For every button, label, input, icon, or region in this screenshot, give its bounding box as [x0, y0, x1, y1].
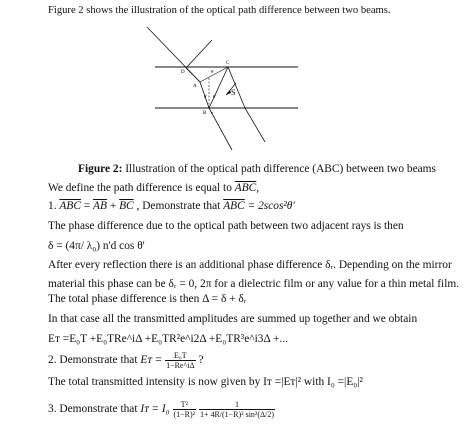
paragraph-1: We define the path difference is equal to $\overline{ABC}$,: [48, 182, 260, 194]
item3-f1-den: (1−R)²: [173, 410, 196, 419]
item-1: [48, 200, 295, 213]
label-theta-2: θ': [204, 94, 207, 99]
item2-frac-den: 1−Re^iΔ: [166, 361, 195, 370]
paragraph-5: material this phase can be δᵣ = 0, 2π for a dielectric film or any value for a thin metal film.: [48, 278, 460, 290]
paragraph-8: Eᴛ =E₀T +E₀TRe^iΔ +E₀TR²e^i2Δ +E₀TR³e^i3Δ +...: [48, 333, 288, 345]
item3-f1-num: T²: [173, 400, 197, 410]
item1-abc-2: $\overline{ABC}$: [223, 200, 245, 212]
item3-number: 3.: [48, 403, 57, 416]
label-b: B: [203, 111, 207, 116]
label-theta-3: θ': [213, 94, 216, 99]
label-s: S: [231, 88, 236, 97]
item1-rhs: = 2scos²θ': [244, 200, 295, 212]
item3-lhs: Iᴛ = I₀: [140, 403, 170, 416]
label-e: e: [211, 110, 213, 115]
item2-text: Demonstrate that: [56, 354, 141, 367]
item1-text: , Demonstrate that: [133, 200, 224, 212]
item3-fraction-1: [173, 400, 197, 419]
paragraph-4: After every reflection there is an additional phase difference δᵣ. Depending on the mirror: [48, 259, 452, 271]
item-2: [48, 351, 204, 370]
item-3: [48, 400, 275, 419]
abc-overline: $\overline{ABC}$: [234, 182, 257, 194]
caption-label: Figure 2:: [78, 163, 123, 175]
caption-text: Illustration of the optical path difference (ABC) between two beams: [122, 163, 436, 175]
transmitted-ray-2: [245, 108, 265, 142]
item1-bc: $\overline{BC}$: [119, 200, 134, 212]
item2-number: 2.: [48, 354, 57, 367]
item2-lhs: Eᴛ =: [140, 354, 163, 367]
construction-line-ad: [186, 68, 200, 82]
item1-number: 1.: [48, 200, 57, 212]
intro-text: Figure 2 shows the illustration of the optical path difference between two beams.: [48, 5, 391, 16]
item2-fraction: [165, 351, 196, 370]
paragraph-3: δ = (4π/ λ₀) n'd cos θ': [48, 240, 145, 252]
paragraph-7: In that case all the transmitted amplitudes are summed up together and we obtain: [48, 313, 418, 325]
item3-f2-num: 1: [199, 400, 275, 410]
item1-plus: +: [106, 200, 120, 212]
construction-line-ac: [200, 67, 228, 82]
label-d: D: [181, 70, 185, 75]
item2-frac-num: E₀T: [165, 351, 196, 361]
optical-path-diagram: [0, 0, 474, 160]
reflected-ray: [186, 40, 212, 68]
item3-text: Demonstrate that: [56, 403, 141, 416]
paragraph-9: The total transmitted intensity is now given by Iᴛ =|Eᴛ|² with I₀ =|E₀|²: [48, 376, 363, 388]
item1-eq: =: [80, 200, 94, 212]
item3-fraction-2: [199, 400, 275, 419]
item3-f2-den: 1+ 4R/(1−R)² sin²(Δ/2): [199, 410, 275, 419]
item1-abc: $\overline{ABC}$: [59, 200, 81, 212]
paragraph-6: The total phase difference is then Δ = δ + δᵣ: [48, 293, 247, 305]
label-c: C: [226, 61, 230, 66]
figure-caption: [78, 163, 436, 176]
item2-tail: ?: [195, 354, 204, 367]
label-theta-1: θ': [211, 69, 214, 74]
p1-text: We define the path difference is equal to: [48, 182, 235, 194]
label-a: A: [193, 84, 197, 89]
item1-ab: $\overline{AB}$: [93, 200, 107, 212]
paragraph-2: The phase difference due to the optical path between two adjacent rays is then: [48, 220, 404, 232]
